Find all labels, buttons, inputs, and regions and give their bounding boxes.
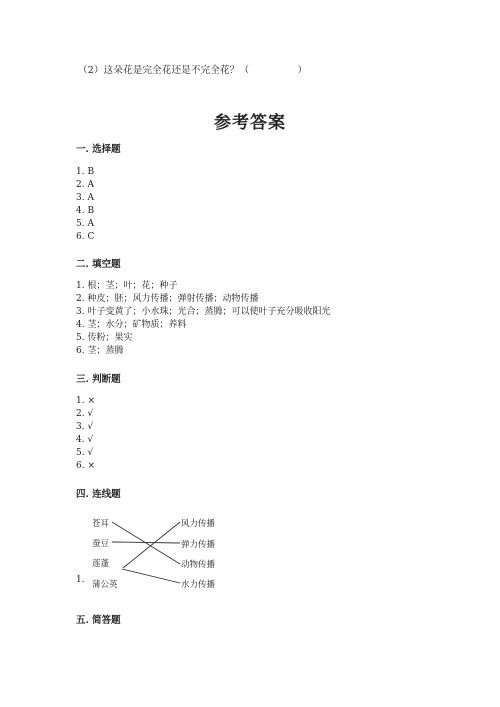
judge-answer-6: 6. × [76, 461, 95, 471]
fill-answer-1: 1. 根；茎；叶；花；种子 [76, 281, 178, 291]
match-right-4: 水力传播 [181, 580, 216, 590]
match-link-3 [122, 569, 180, 583]
match-left-3: 莲蓬 [92, 559, 110, 569]
section-heading-match: 四. 连线题 [76, 489, 121, 500]
match-item-number: 1. [76, 575, 85, 585]
choice-answer-2: 2. A [76, 180, 94, 190]
fill-answer-5: 5. 传粉；果实 [76, 333, 133, 343]
section-heading-judge: 三. 判断题 [76, 374, 121, 385]
section-heading-fill: 二. 填空题 [76, 259, 121, 270]
judge-answer-2: 2. √ [76, 409, 94, 419]
match-left-1: 苍耳 [92, 519, 110, 529]
match-right-2: 弹力传播 [181, 540, 216, 550]
match-link-4 [123, 522, 180, 568]
fill-answer-3: 3. 叶子变黄了；小水珠；光合；蒸腾；可以使叶子充分吸收阳光 [76, 307, 331, 317]
choice-answer-3: 3. A [76, 193, 94, 203]
fill-answer-6: 6. 茎；蒸腾 [76, 346, 124, 356]
match-left-4: 蒲公英 [92, 580, 118, 590]
judge-answer-5: 5. √ [76, 448, 94, 458]
choice-answer-5: 5. A [76, 219, 94, 229]
judge-answer-3: 3. √ [76, 422, 94, 432]
fill-answer-2: 2. 种皮；胚；风力传播；弹射传播；动物传播 [76, 294, 259, 304]
section-heading-short: 五. 简答题 [76, 615, 121, 626]
fill-answer-4: 4. 茎；水分；矿物质；养料 [76, 320, 187, 330]
section-heading-choice: 一. 选择题 [76, 144, 121, 155]
match-right-1: 风力传播 [181, 519, 216, 529]
question-2-text: （2）这朵花是完全花还是不完全花？（ ） [78, 65, 308, 76]
choice-answer-6: 6. C [76, 232, 95, 242]
match-right-3: 动物传播 [181, 560, 216, 570]
choice-answer-1: 1. B [76, 167, 95, 177]
match-link-2 [112, 542, 180, 543]
choice-answer-4: 4. B [76, 206, 95, 216]
judge-answer-1: 1. × [76, 396, 95, 406]
match-left-2: 蚕豆 [92, 539, 110, 549]
answer-title: 参考答案 [214, 113, 286, 133]
judge-answer-4: 4. √ [76, 435, 94, 445]
